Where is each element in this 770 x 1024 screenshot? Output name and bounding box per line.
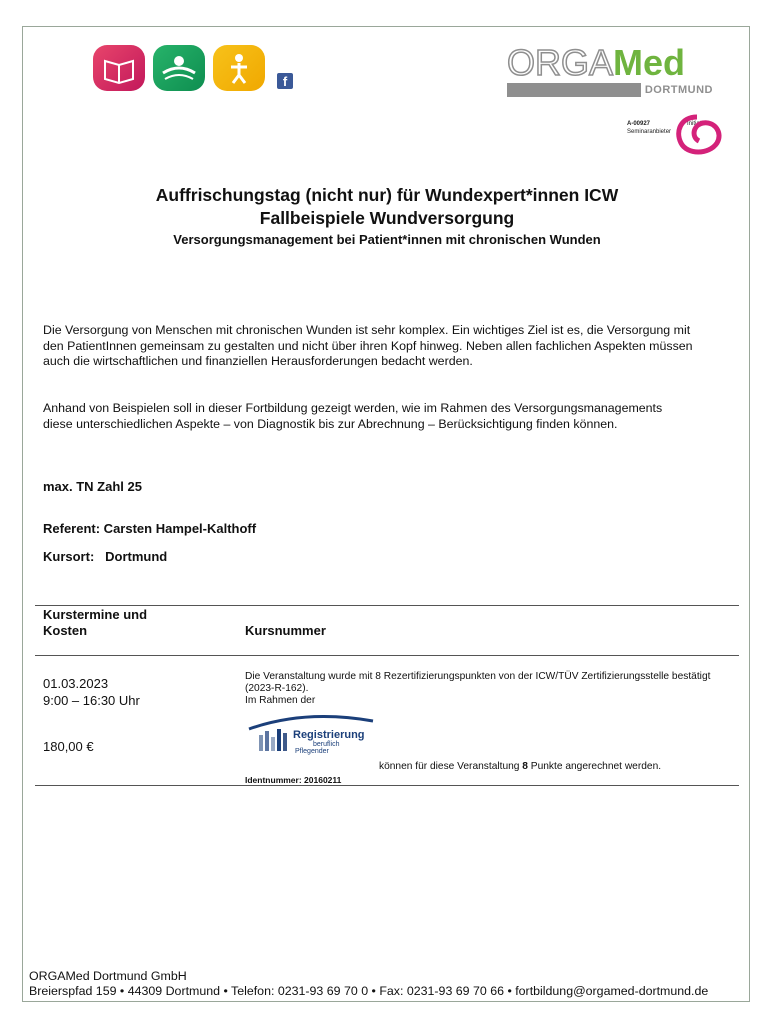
- logo-city: DORTMUND: [641, 83, 717, 97]
- table-rule-bottom: [35, 785, 739, 786]
- badge-type: Seminaranbieter: [627, 129, 672, 135]
- points-number: 8: [522, 761, 528, 772]
- reg-sub-1: beruflich: [313, 741, 340, 748]
- orgamed-logo: [507, 43, 717, 97]
- course-date: [43, 675, 140, 709]
- points-post: Punkte angerechnet werden.: [527, 761, 662, 772]
- course-location: Kursort: Dortmund: [43, 549, 168, 564]
- table-header-dates: Kurstermine und Kosten: [43, 607, 148, 638]
- registrierung-logo: [245, 715, 375, 759]
- document-page: [22, 26, 750, 1002]
- app-icons: [93, 45, 293, 91]
- cert-line-2: Im Rahmen der: [245, 695, 316, 707]
- table-header-course-number: Kursnummer: [245, 623, 326, 638]
- subtitle: Versorgungsmanagement bei Patient*innen mit chronischen Wunden: [173, 232, 601, 247]
- points-pre: können für diese Veranstaltung: [379, 761, 523, 772]
- badge-initiative: Initiative: [687, 121, 710, 127]
- title-line-2: Fallbeispiele Wundversorgung: [259, 208, 515, 228]
- reg-sub-2: Pflegender: [295, 748, 329, 755]
- body-paragraph-1: Die Versorgung von Menschen mit chronischen Wunden ist sehr komplex. Ein wichtiges Ziel ist es, die Versorgung mit den PatientInnen gemeinsam zu gestalten und nicht über ihren Kopf hinweg. Neben allen fachlichen Aspekten müssen auch die wirtschaftlichen und finanziellen Herausforderungen bedacht werden.: [43, 323, 693, 369]
- cert-line: Die Veranstaltung wurde mit 8 Rezertifizierungspunkten von der ICW/TÜV Zertifizierungsstelle bestätigt (2023-R-162).: [245, 671, 711, 695]
- table-rule-mid: [35, 655, 739, 656]
- body-paragraph-2: Anhand von Beispielen soll in dieser Fortbildung gezeigt werden, wie im Rahmen des Versorgungsmanagements diese unterschiedlichen Aspekte – von Diagnostik bis zur Abrechnung – Berücksichtigung finden können.: [43, 401, 663, 431]
- logo-orga: ORGA: [507, 42, 614, 83]
- course-price: 180,00 €: [43, 739, 94, 754]
- certification-text: [245, 671, 715, 708]
- referent: Referent: Carsten Hampel-Kalthoff: [43, 521, 257, 536]
- footer-address: Breierspfad 159 • 44309 Dortmund • Telefon: 0231-93 69 70 0 • Fax: 0231-93 69 70 66 • fortbildung@orgamed-dortmund.de: [29, 984, 709, 998]
- reg-name: Registrierung: [293, 729, 365, 741]
- time-value: 9:00 – 16:30 Uhr: [43, 693, 140, 708]
- swirl-icon: [669, 111, 725, 161]
- badge-id: A-00927: [627, 121, 651, 127]
- table-rule-top: [35, 605, 739, 606]
- logo-med: Med: [613, 42, 686, 83]
- max-participants: max. TN Zahl 25: [43, 479, 142, 494]
- date-value: 01.03.2023: [43, 676, 109, 691]
- title-line-1: Auffrischungstag (nicht nur) für Wundexpert*innen ICW: [155, 185, 619, 205]
- seminar-badge: [627, 111, 723, 159]
- footer-company: ORGAMed Dortmund GmbH: [29, 969, 187, 983]
- points-text: [379, 761, 661, 772]
- person-icon: [213, 45, 265, 91]
- hands-icon: [153, 45, 205, 91]
- ident-number: Identnummer: 20160211: [245, 775, 342, 785]
- facebook-icon[interactable]: f: [277, 73, 293, 89]
- book-icon: [93, 45, 145, 91]
